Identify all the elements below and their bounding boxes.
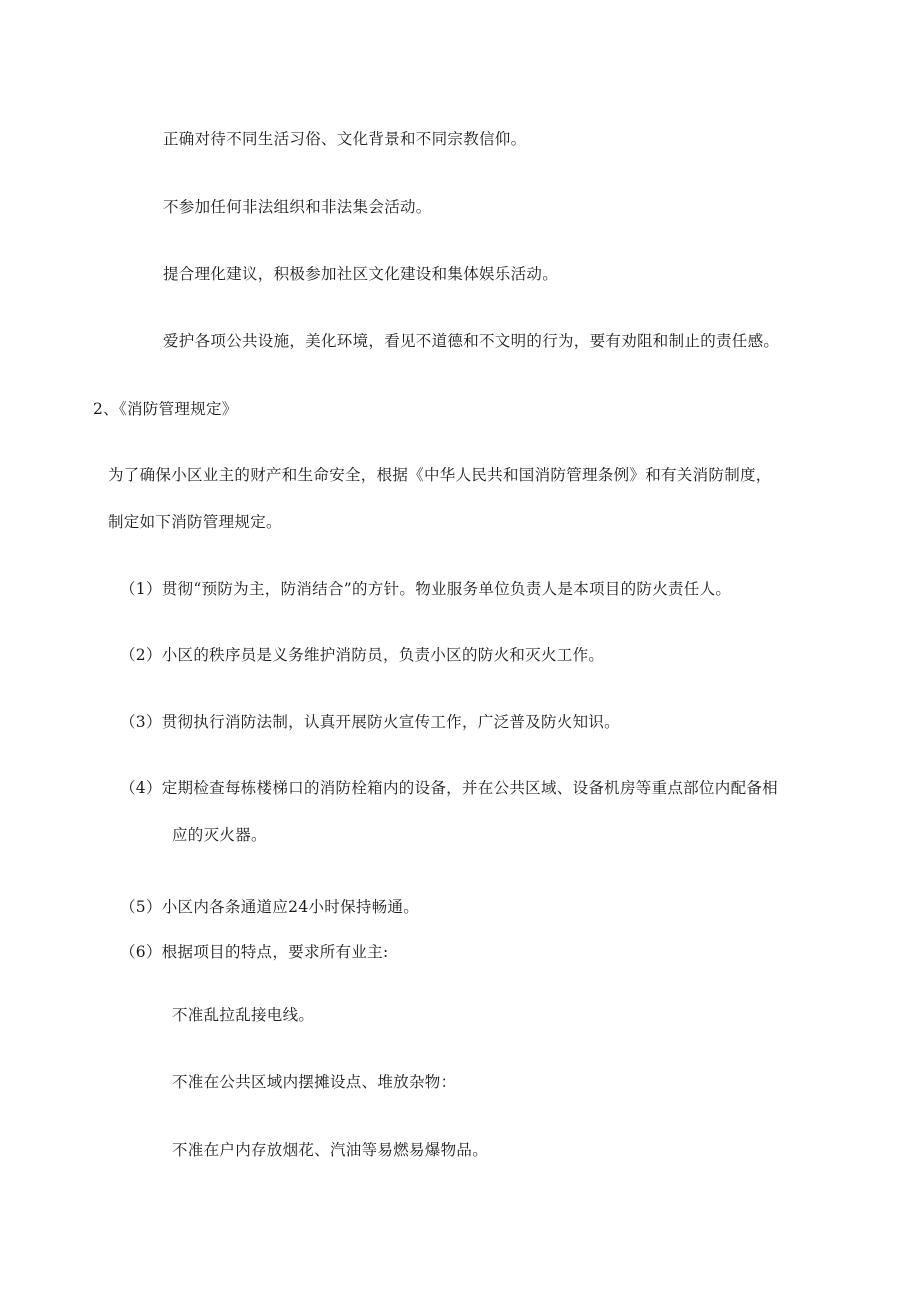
prohibition-item-2: 不准在公共区域内摆摊设点、堆放杂物： — [172, 1073, 457, 1091]
section-heading: 2、《消防管理规定》 — [93, 400, 238, 418]
rule-item-5: （5）小区内各条通道应24小时保持畅通。 — [120, 898, 420, 916]
continued-item-1: 正确对待不同生活习俗、文化背景和不同宗教信仰。 — [163, 130, 527, 148]
rule-item-2: （2）小区的秩序员是义务维护消防员，负责小区的防火和灭火工作。 — [120, 646, 605, 664]
prohibition-item-1: 不准乱拉乱接电线。 — [172, 1006, 315, 1024]
continued-item-4: 爱护各项公共设施，美化环境，看见不道德和不文明的行为，要有劝阻和制止的责任感。 — [163, 332, 780, 350]
rule-item-6: （6）根据项目的特点，要求所有业主: — [120, 943, 389, 961]
continued-item-3: 提合理化建议，积极参加社区文化建设和集体娱乐活动。 — [163, 265, 559, 283]
prohibition-item-3: 不准在户内存放烟花、汽油等易燃易爆物品。 — [172, 1141, 489, 1159]
rule-item-3: （3）贯彻执行消防法制，认真开展防火宣传工作，广泛普及防火知识。 — [120, 713, 620, 731]
intro-paragraph-line-2: 制定如下消防管理规定。 — [108, 513, 282, 531]
intro-paragraph-line-1: 为了确保小区业主的财产和生命安全，根据《中华人民共和国消防管理条例》和有关消防制度， — [108, 466, 772, 484]
continued-item-2: 不参加任何非法组织和非法集会活动。 — [163, 198, 432, 216]
rule-item-4-continued: 应的灭火器。 — [172, 826, 267, 844]
rule-item-4: （4）定期检查每栋楼梯口的消防栓箱内的设备，并在公共区域、设备机房等重点部位内配备相 — [120, 779, 778, 797]
rule-item-1: （1）贯彻“预防为主，防消结合”的方针。物业服务单位负责人是本项目的防火责任人。 — [120, 580, 732, 598]
